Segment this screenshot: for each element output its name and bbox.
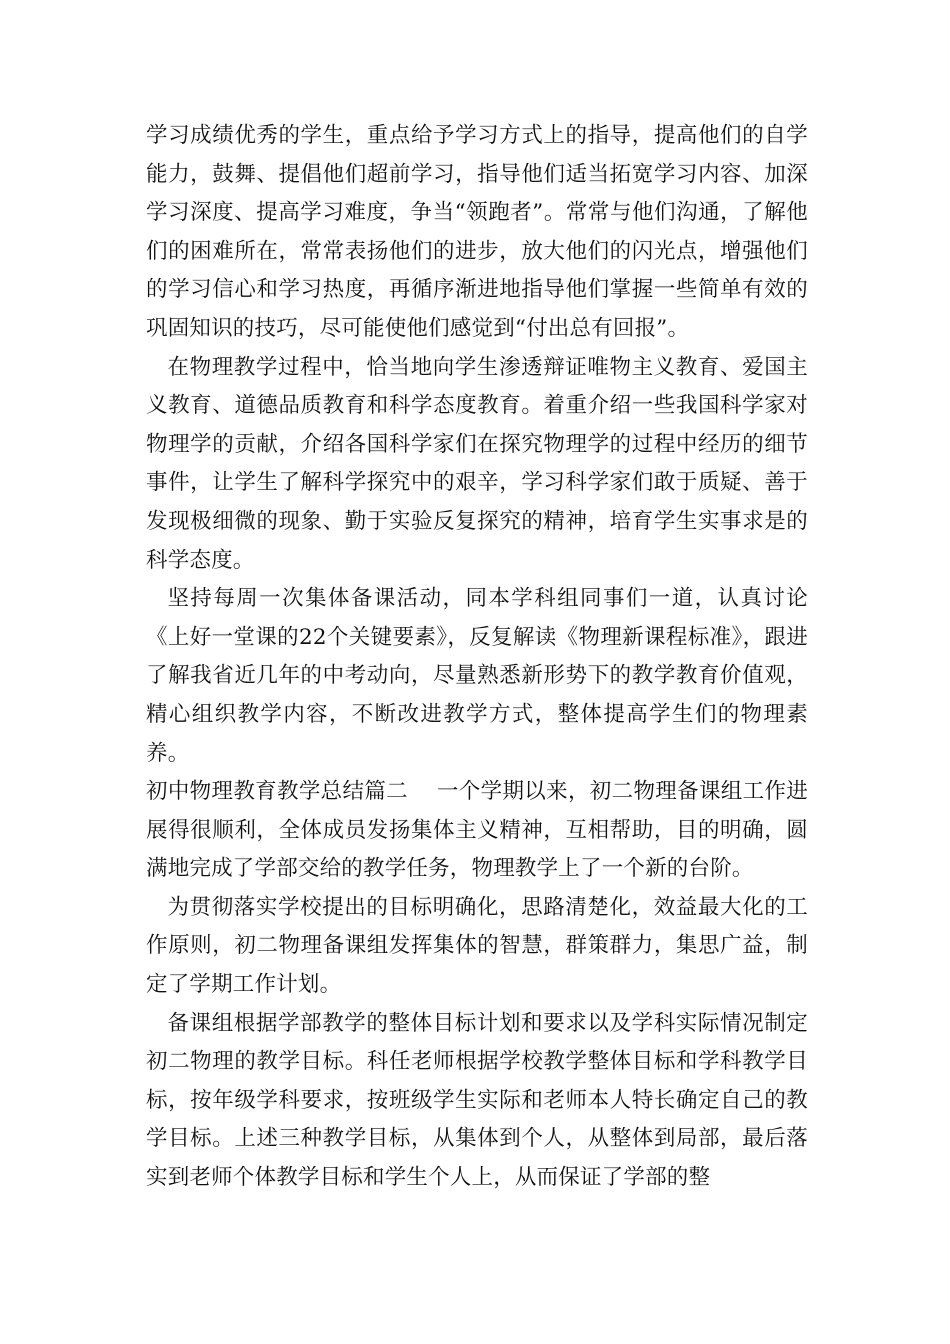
document-body [146, 117, 808, 1198]
paragraph-1: 学习成绩优秀的学生，重点给予学习方式上的指导，提高他们的自学能力，鼓舞、提倡他们超前学习，指导他们适当拓宽学习内容、加深学习深度、提高学习难度，争当“领跑者”。常常与他们沟通，了解他们的困难所在，常常表扬他们的进步，放大他们的闪光点，增强他们的学习信心和学习热度，再循序渐进地指导他们掌握一些简单有效的巩固知识的技巧，尽可能使他们感觉到“付出总有回报”。 [146, 123, 808, 341]
section-heading-paragraph: 初中物理教育教学总结篇二 一个学期以来，初二物理备课组工作进展得很顺利，全体成员发扬集体主义精神，互相帮助，目的明确，圆满地完成了学部交给的教学任务，物理教学上了一个新的台阶。 [146, 779, 808, 882]
paragraph-2: 在物理教学过程中，恰当地向学生渗透辩证唯物主义教育、爱国主义教育、道德品质教育和科学态度教育。着重介绍一些我国科学家对物理学的贡献，介绍各国科学家们在探究物理学的过程中经历的细节事件，让学生了解科学探究中的艰辛，学习科学家们敢于质疑、善于发现极细微的现象、勤于实验反复探究的精神，培育学生实事求是的科学态度。 [146, 354, 808, 573]
paragraph-5: 为贯彻落实学校提出的目标明确化，思路清楚化，效益最大化的工作原则，初二物理备课组发挥集体的智慧，群策群力，集思广益，制定了学期工作计划。 [146, 894, 808, 998]
paragraph-6: 备课组根据学部教学的整体目标计划和要求以及学科实际情况制定初二物理的教学目标。科任老师根据学校教学整体目标和学科教学目标，按年级学科要求，按班级学生实际和老师本人特长确定自己的教学目标。上述三种教学目标，从集体到个人，从整体到局部，最后落实到老师个体教学目标和学生个人上，从而保证了学部的整 [146, 1010, 808, 1191]
paragraph-3: 坚持每周一次集体备课活动，同本学科组同事们一道，认真讨论《上好一堂课的22个关键要素》，反复解读《物理新课程标准》，跟进了解我省近几年的中考动向，尽量熟悉新形势下的教学教育价值观，精心组织教学内容，不断改进教学方式，整体提高学生们的物理素养。 [146, 586, 808, 766]
